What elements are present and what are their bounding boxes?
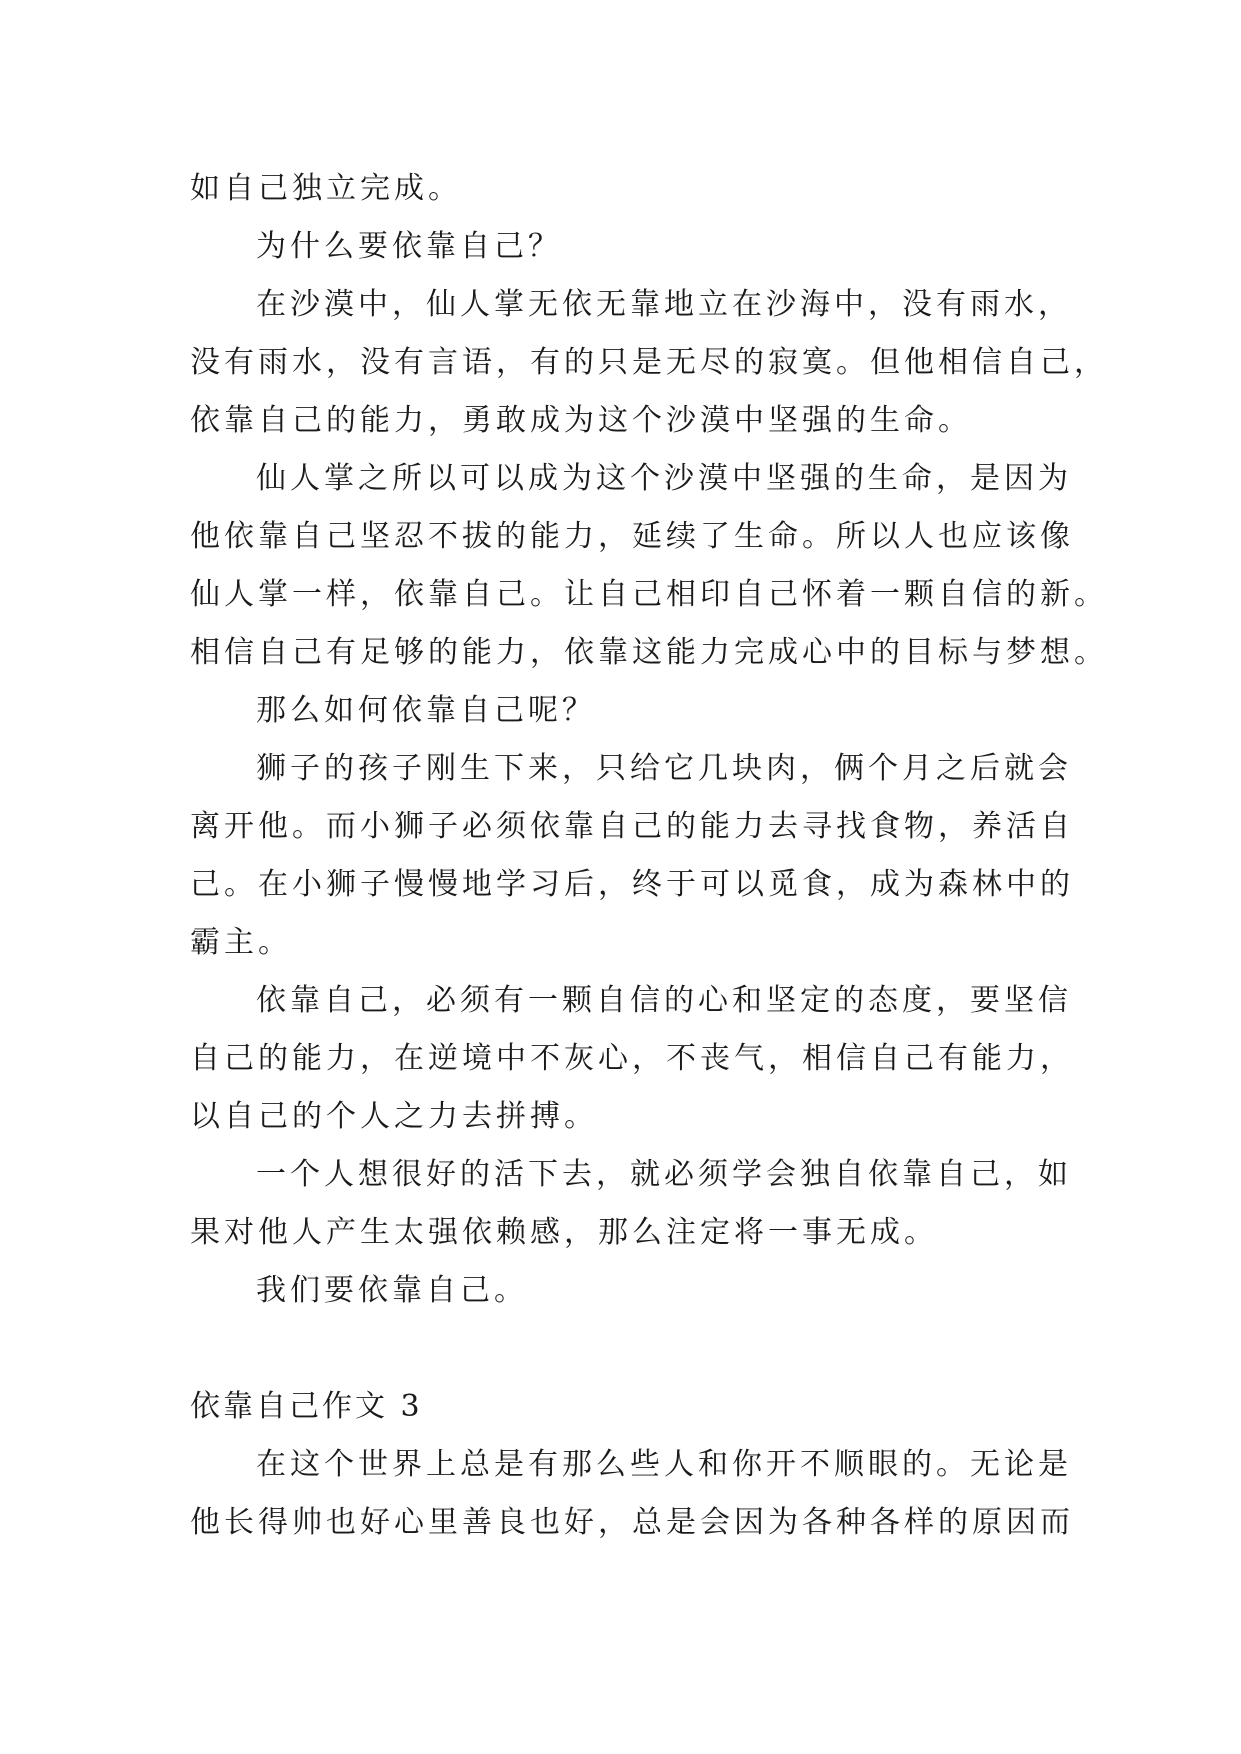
paragraph-line: 没有雨水，没有言语，有的只是无尽的寂寞。但他相信自己， (190, 345, 1108, 380)
section-gap (190, 1320, 1070, 1378)
paragraph-line: 一个人想很好的活下去，就必须学会独自依靠自己，如 (256, 1157, 1072, 1192)
paragraph-line: 在沙漠中，仙人掌无依无靠地立在沙海中，没有雨水， (256, 287, 1072, 322)
essay-title: 依靠自己作文 3 (190, 1389, 423, 1424)
paragraph (190, 972, 1074, 1146)
paragraph-line: 霸主。 (190, 925, 292, 960)
paragraph-line: 离开他。而小狮子必须依靠自己的能力去寻找食物，养活自 (190, 809, 1074, 844)
paragraph (190, 276, 1108, 450)
paragraph-line: 如自己独立完成。 (190, 171, 462, 206)
paragraph-line: 狮子的孩子刚生下来，只给它几块肉，俩个月之后就会 (256, 751, 1072, 786)
paragraph-line: 仙人掌之所以可以成为这个沙漠中坚强的生命，是因为 (256, 461, 1072, 496)
paragraph-line: 他依靠自己坚忍不拔的能力，延续了生命。所以人也应该像 (190, 519, 1074, 554)
paragraph-line: 仙人掌一样，依靠自己。让自己相印自己怀着一颗自信的新。 (190, 577, 1108, 612)
essay-3-section (190, 1378, 1074, 1552)
paragraph (190, 1436, 1074, 1552)
paragraph-line: 依靠自己，必须有一颗自信的心和坚定的态度，要坚信 (256, 983, 1072, 1018)
closing-line: 我们要依靠自己。 (256, 1273, 528, 1308)
paragraph (190, 1146, 1070, 1262)
paragraph-line: 相信自己有足够的能力，依靠这能力完成心中的目标与梦想。 (190, 635, 1108, 670)
document-body (190, 160, 1108, 1552)
paragraph (190, 740, 1074, 972)
paragraph-line: 他长得帅也好心里善良也好，总是会因为各种各样的原因而 (190, 1505, 1074, 1540)
paragraph-line: 以自己的个人之力去拼搏。 (190, 1099, 598, 1134)
paragraph-line: 己。在小狮子慢慢地学习后，终于可以觅食，成为森林中的 (190, 867, 1074, 902)
essay-2-section (190, 160, 1108, 1320)
paragraph (190, 450, 1108, 682)
paragraph-line: 自己的能力，在逆境中不灰心，不丧气，相信自己有能力， (190, 1041, 1074, 1076)
paragraph-line: 在这个世界上总是有那么些人和你开不顺眼的。无论是 (256, 1447, 1072, 1482)
paragraph-line: 依靠自己的能力，勇敢成为这个沙漠中坚强的生命。 (190, 403, 972, 438)
question-line: 那么如何依靠自己呢？ (256, 693, 596, 728)
question-line: 为什么要依靠自己？ (256, 229, 562, 264)
paragraph-line: 果对他人产生太强依赖感，那么注定将一事无成。 (190, 1215, 938, 1250)
